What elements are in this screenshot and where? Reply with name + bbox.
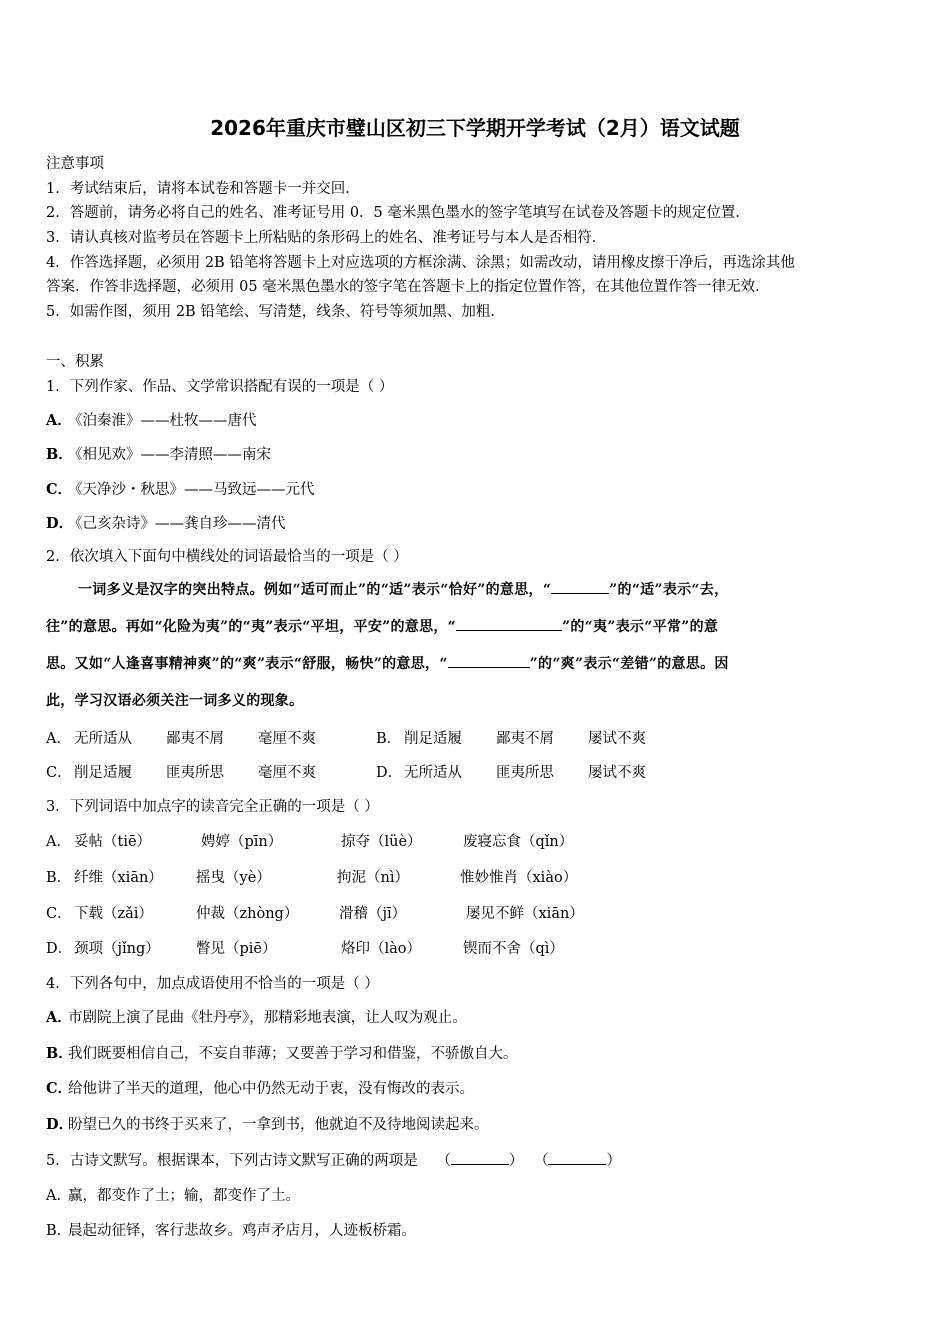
option-cell: 摇曳（yè）	[196, 870, 271, 886]
option-word: 匪夷所思	[166, 765, 224, 781]
option-label: C．	[46, 1080, 73, 1097]
passage-line	[46, 646, 906, 683]
stem-text: 5．古诗文默写。根据课本，下列古诗文默写正确的两项是	[46, 1153, 418, 1169]
answer-blank	[548, 1152, 606, 1165]
option-cell: 妥帖（tiē）	[74, 834, 152, 850]
passage-text: 往”的意思。再如“化险为夷”的“夷”表示“平坦，平安”的意思，“	[46, 619, 457, 635]
option-label: B．	[46, 870, 72, 886]
question-4-stem: 4．下列各句中，加点成语使用不恰当的一项是（ ）	[46, 976, 379, 992]
q5-option-a	[46, 1184, 300, 1205]
passage-text: ”的“适”表示“去，	[609, 582, 729, 598]
notice-item: 3．请认真核对监考员在答题卡上所粘贴的条形码上的姓名、准考证号与本人是否相符．	[46, 230, 607, 246]
page-title: 2026年重庆市璧山区初三下学期开学考试（2月）语文试题	[210, 116, 740, 140]
q2-passage	[46, 572, 906, 720]
option-cell: 滑稽（jī）	[339, 906, 407, 922]
notice-item: 1．考试结束后，请将本试卷和答题卡一并交回．	[46, 181, 360, 197]
option-label: D．	[46, 515, 74, 532]
fill-blank	[448, 655, 530, 668]
option-word: 削足适履	[74, 765, 132, 781]
answer-blank	[451, 1152, 509, 1165]
question-1-stem: 1．下列作家、作品、文学常识搭配有误的一项是（ ）	[46, 379, 394, 395]
option-cell: 仲裁（zhòng）	[196, 906, 299, 922]
option-label: B．	[46, 1223, 72, 1239]
q4-option-c	[46, 1077, 474, 1098]
notice-heading: 注意事项	[46, 156, 104, 172]
option-label: D．	[46, 1116, 74, 1133]
q1-option-c	[46, 478, 315, 499]
notice-item: 4．作答选择题，必须用 2B 铅笔将答题卡上对应选项的方框涂满、涂黑；如需改动，请用橡皮擦干净后，再选涂其他	[46, 255, 795, 271]
option-label: A．	[46, 1188, 71, 1204]
option-text: 《己亥杂诗》——龚自珍——清代	[68, 516, 286, 532]
option-cell: 屡见不鲜（xiān）	[466, 906, 584, 922]
question-2-stem: 2．依次填入下面句中横线处的词语最恰当的一项是（ ）	[46, 549, 408, 565]
notice-item: 2．答题前，请务必将自己的姓名、准考证号用 0．5 毫米黑色墨水的签字笔填写在试卷及答题卡的规定位置．	[46, 205, 750, 221]
passage-text: ”的“夷”表示“平常”的意	[562, 619, 719, 635]
option-label: B．	[376, 731, 402, 747]
q4-option-b	[46, 1042, 518, 1063]
section-heading: 一、积累	[46, 354, 104, 370]
option-text: 《相见欢》——李清照——南宋	[68, 447, 271, 463]
option-cell: 锲而不舍（qì）	[463, 941, 564, 957]
passage-text: 一词多义是汉字的突出特点。例如“适可而止”的“适”表示“恰好”的意思，“	[78, 582, 552, 598]
option-label: B．	[46, 446, 73, 463]
question-5-stem: 5．古诗文默写。根据课本，下列古诗文默写正确的两项是 （ ） （ ）	[46, 1153, 621, 1169]
option-text: 盼望已久的书终于买来了，一拿到书，他就迫不及待地阅读起来。	[68, 1117, 489, 1133]
option-label: A．	[46, 834, 71, 850]
option-text: 我们既要相信自己，不妄自菲薄；又要善于学习和借鉴，不骄傲自大。	[68, 1046, 518, 1062]
option-label: D．	[376, 765, 403, 781]
option-cell: 下载（zǎi）	[74, 906, 153, 922]
passage-line	[46, 609, 906, 646]
option-word: 无所适从	[74, 731, 132, 747]
q1-option-b	[46, 443, 271, 464]
option-label: C．	[46, 906, 72, 922]
option-text: 市剧院上演了昆曲《牡丹亭》，那精彩地表演，让人叹为观止。	[68, 1010, 467, 1026]
option-word: 屡试不爽	[588, 765, 646, 781]
option-label: C．	[46, 765, 72, 781]
option-word: 无所适从	[404, 765, 462, 781]
q4-option-d	[46, 1113, 489, 1134]
option-cell: 废寝忘食（qǐn）	[463, 834, 574, 850]
option-text: 《泊秦淮》——杜牧——唐代	[68, 413, 257, 429]
fill-blank	[456, 618, 562, 631]
q5-option-b	[46, 1219, 416, 1240]
passage-line: 此，学习汉语必须关注一词多义的现象。	[46, 693, 304, 709]
option-label: D．	[46, 941, 73, 957]
passage-line	[46, 572, 906, 609]
option-word: 匪夷所思	[496, 765, 554, 781]
option-label: A．	[46, 731, 71, 747]
option-text: 《天净沙・秋思》——马致远——元代	[68, 482, 315, 498]
passage-text: 思。又如“人逢喜事精神爽”的“爽”表示“舒服，畅快”的意思，“	[46, 656, 448, 672]
option-text: 晨起动征铎，客行悲故乡。鸡声矛店月，人迹板桥霜。	[68, 1223, 416, 1239]
question-3-stem: 3．下列词语中加点字的读音完全正确的一项是（ ）	[46, 799, 379, 815]
notice-item: 答案．作答非选择题，必须用 05 毫米黑色墨水的签字笔在答题卡上的指定位置作答，在其他位置作答一律无效．	[46, 279, 770, 295]
option-label: A．	[46, 1009, 72, 1026]
option-cell: 娉婷（pīn）	[201, 834, 283, 850]
option-cell: 纤维（xiān）	[74, 870, 163, 886]
option-text: 赢，都变作了土；输，都变作了土。	[68, 1188, 300, 1204]
option-word: 毫厘不爽	[258, 731, 316, 747]
passage-text: ”的“爽”表示“差错”的意思。因	[529, 656, 729, 672]
q4-option-a	[46, 1006, 467, 1027]
fill-blank	[551, 581, 609, 594]
option-label: B．	[46, 1045, 73, 1062]
option-cell: 掠夺（lüè）	[341, 834, 422, 850]
option-cell: 惟妙惟肖（xiào）	[460, 870, 578, 886]
option-word: 毫厘不爽	[258, 765, 316, 781]
option-word: 削足适履	[404, 731, 462, 747]
notice-item: 5．如需作图，须用 2B 铅笔绘、写清楚，线条、符号等须加黑、加粗．	[46, 304, 505, 320]
option-cell: 拘泥（nì）	[337, 870, 409, 886]
option-cell: 颈项（jǐng）	[74, 941, 160, 957]
option-text: 给他讲了半天的道理，他心中仍然无动于衷，没有悔改的表示。	[68, 1081, 474, 1097]
option-cell: 瞥见（piē）	[196, 941, 277, 957]
q1-option-d	[46, 512, 286, 533]
option-word: 鄙夷不屑	[496, 731, 554, 747]
option-word: 屡试不爽	[588, 731, 646, 747]
option-label: A．	[46, 412, 72, 429]
option-cell: 烙印（lào）	[341, 941, 422, 957]
q1-option-a	[46, 409, 257, 430]
option-word: 鄙夷不屑	[166, 731, 224, 747]
option-label: C．	[46, 481, 73, 498]
